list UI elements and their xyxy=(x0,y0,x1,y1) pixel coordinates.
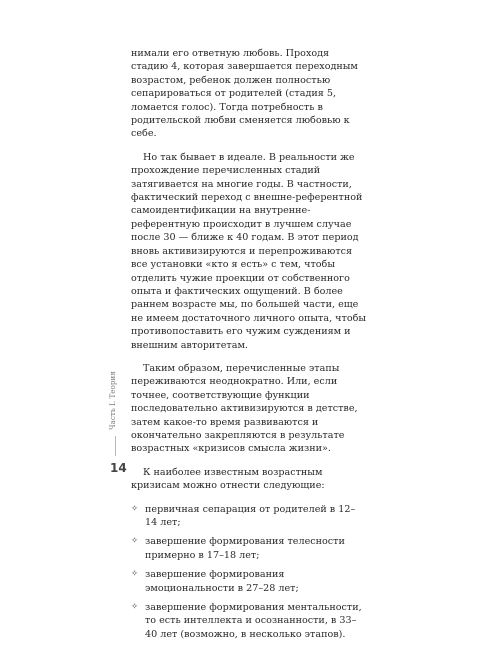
list-item-text: завершение формирования ментальности, то есть интеллекта и осознанности, в 33–40 лет (возможно, в несколько этапов). xyxy=(145,602,362,640)
body-text xyxy=(131,47,367,647)
paragraph: Но так бывает в идеале. В реальности же прохождение перечисленных стадий затягивается на многие годы. В частности, фактический переход с внешне-референтной самоидентификации на внутренне-референтную происходит в лучшем случае после 30 — ближе к 40 годам. В этот период вновь активизируются и перепроживаются все установки «кто я есть» с тем, чтобы отделить чужие проекции от собственного опыта и фактических ощущений. В более раннем возрасте мы, по большей части, еще не имеем достаточного личного опыта, чтобы противопоставить его чужим суждениям и внешним авторитетам. xyxy=(131,151,367,351)
sparkle-bullet-icon: ✧ xyxy=(131,569,139,580)
sparkle-bullet-icon: ✧ xyxy=(131,536,139,547)
list-item xyxy=(131,601,367,641)
paragraph: К наиболее известным возрастным кризисам можно отнести следующие: xyxy=(131,466,325,492)
list-item-text: первичная сепарация от родителей в 12–14 лет; xyxy=(145,503,356,528)
paragraph: нимали его ответную любовь. Проходя стадию 4, которая завершается переходным возрастом, ребенок должен полностью сепарироваться от родителей (стадия 5, ломается голос). Тогда потребность в родительской любви сменяется любовью к себе. xyxy=(131,48,358,140)
running-head: Часть I. Теория xyxy=(108,371,117,430)
sparkle-bullet-icon: ✧ xyxy=(131,602,139,613)
list-item xyxy=(131,535,367,562)
paragraph: Таким образом, перечисленные этапы переживаются неоднократно. Или, если точнее, соответствующие функции последовательно активизируются в детстве, затем какое-то время развиваются и окончательно закрепляются в результате возрастных «кризисов смысла жизни». xyxy=(131,362,358,455)
list-item-text: завершение формирования телесности примерно в 17–18 лет; xyxy=(145,536,345,561)
running-head-rule xyxy=(115,436,116,456)
crises-list xyxy=(131,503,367,642)
sparkle-bullet-icon: ✧ xyxy=(131,503,139,514)
list-item xyxy=(131,568,367,595)
list-item-text: завершение формирования эмоциональности в 27–28 лет; xyxy=(145,569,299,594)
page-number: 14 xyxy=(110,461,127,475)
list-item xyxy=(131,503,367,530)
